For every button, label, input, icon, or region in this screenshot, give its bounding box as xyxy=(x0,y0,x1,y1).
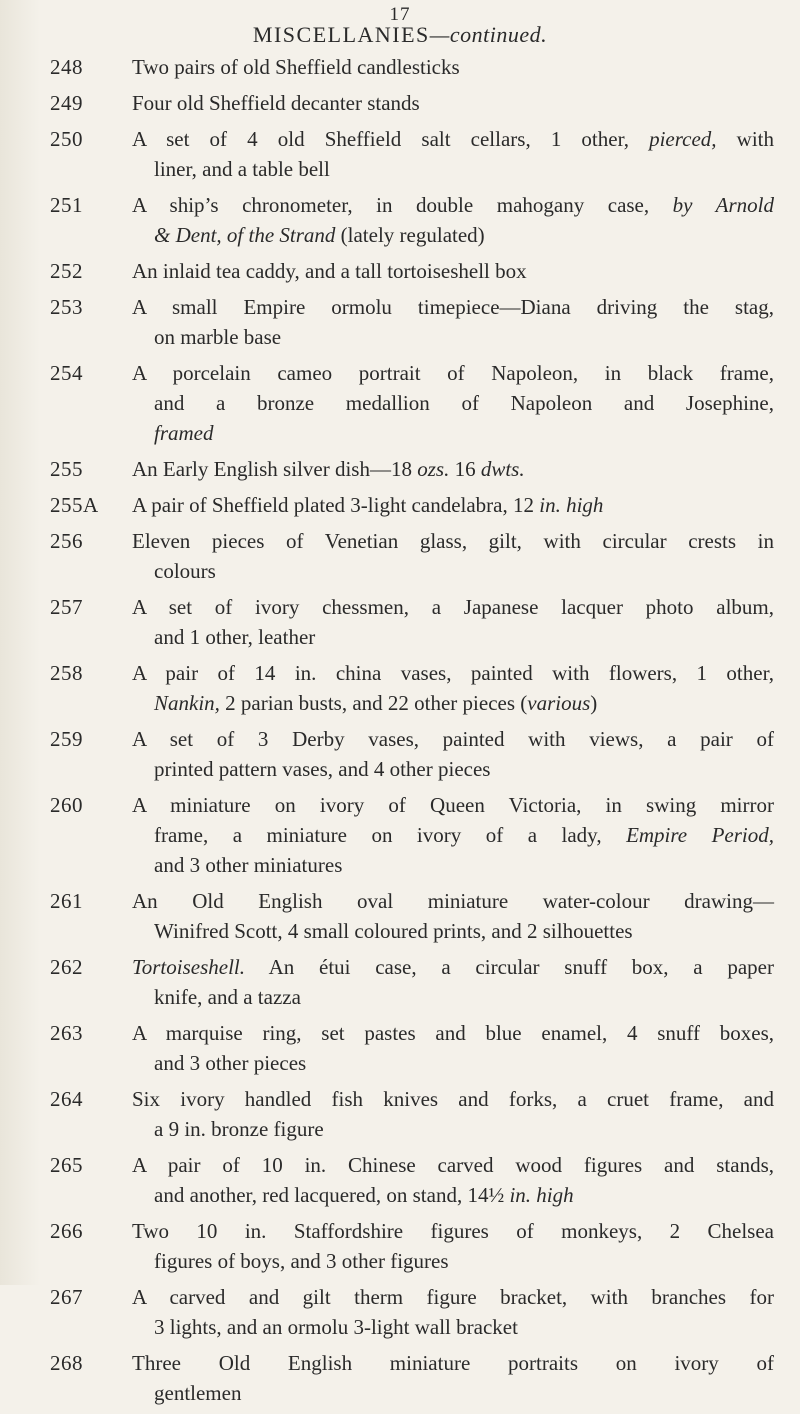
lot-number: 266 xyxy=(50,1219,83,1243)
section-title xyxy=(0,22,800,48)
lot-number: 268 xyxy=(50,1351,83,1375)
lot-description xyxy=(132,256,774,286)
text-run: A ship’s chronometer, in double mahogany case, xyxy=(132,193,673,217)
lot-description xyxy=(132,1216,774,1276)
lot-description-line xyxy=(132,982,774,1012)
lot-description-line xyxy=(132,358,774,388)
text-run: Two 10 in. Staffordshire figures of monkeys, 2 Chelsea xyxy=(132,1219,774,1243)
italic-run: in. high xyxy=(539,493,604,517)
lot-number: 256 xyxy=(50,529,83,553)
lot-entry xyxy=(0,1018,800,1078)
text-run: Six ivory handled fish knives and forks, a cruet frame, and xyxy=(132,1087,774,1111)
lot-description-line xyxy=(132,52,774,82)
lot-description-line xyxy=(132,1048,774,1078)
lot-description-line xyxy=(132,556,774,586)
lot-number: 249 xyxy=(50,91,83,115)
lot-number: 255 xyxy=(50,457,83,481)
text-run: Three Old English miniature portraits on ivory of xyxy=(132,1351,774,1375)
text-run: knife, and a tazza xyxy=(154,985,301,1009)
lot-description-line xyxy=(132,190,774,220)
text-run: 2 parian busts, and 22 other pieces ( xyxy=(219,691,528,715)
lot-description-line xyxy=(132,388,774,418)
lot-description-line xyxy=(132,1018,774,1048)
lot-description-line xyxy=(132,622,774,652)
lot-description xyxy=(132,358,774,448)
lot-number: 264 xyxy=(50,1087,83,1111)
lot-description xyxy=(132,88,774,118)
lot-description xyxy=(132,1084,774,1144)
italic-run: ozs. xyxy=(417,457,450,481)
lot-description xyxy=(132,190,774,250)
lot-number: 259 xyxy=(50,727,83,751)
lot-description-line xyxy=(132,850,774,880)
lot-description xyxy=(132,292,774,352)
text-run: An Early English silver dish—18 xyxy=(132,457,418,481)
lot-description-line xyxy=(132,820,774,850)
lot-description xyxy=(132,1282,774,1342)
lot-description-line xyxy=(132,418,774,448)
lot-description-line xyxy=(132,916,774,946)
lot-entry xyxy=(0,1348,800,1408)
lot-entry xyxy=(0,952,800,1012)
lot-entry xyxy=(0,790,800,880)
italic-run: in. high xyxy=(509,1183,574,1207)
lot-entry xyxy=(0,1150,800,1210)
lot-description-line xyxy=(132,1312,774,1342)
lot-description xyxy=(132,886,774,946)
italic-run: pierced, xyxy=(649,127,717,151)
lot-description xyxy=(132,124,774,184)
text-run: printed pattern vases, and 4 other pieces xyxy=(154,757,491,781)
text-run: Winifred Scott, 4 small coloured prints, and 2 silhouettes xyxy=(154,919,633,943)
lot-description xyxy=(132,724,774,784)
italic-run: & Dent, of the Strand xyxy=(154,223,336,247)
text-run: Eleven pieces of Venetian glass, gilt, with circular crests in xyxy=(132,529,774,553)
lot-description xyxy=(132,658,774,718)
lot-description-line xyxy=(132,154,774,184)
lot-description-line xyxy=(132,790,774,820)
text-run: ) xyxy=(590,691,598,715)
text-run: and 1 other, leather xyxy=(154,625,316,649)
lot-description-line xyxy=(132,1216,774,1246)
lot-description-line xyxy=(132,1084,774,1114)
text-run: An Old English oval miniature water-colour drawing— xyxy=(132,889,774,913)
lot-entry xyxy=(0,1216,800,1276)
lot-description-line xyxy=(132,886,774,916)
lot-description-line xyxy=(132,1378,774,1408)
italic-run: Tortoiseshell. xyxy=(132,955,245,979)
lot-number: 262 xyxy=(50,955,83,979)
text-run: A carved and gilt therm figure bracket, with branches for xyxy=(132,1285,774,1309)
italic-run: Empire Period, xyxy=(626,823,774,847)
lot-description-line xyxy=(132,454,774,484)
page-number: 17 xyxy=(389,4,411,25)
text-run: a 9 in. bronze figure xyxy=(154,1117,324,1141)
text-run: Four old Sheffield decanter stands xyxy=(132,91,420,115)
lot-description xyxy=(132,1018,774,1078)
text-run: with xyxy=(716,127,774,151)
lot-description-line xyxy=(132,1150,774,1180)
lot-description xyxy=(132,1150,774,1210)
text-run: 16 xyxy=(449,457,481,481)
section-title-text: MISCELLANIES xyxy=(252,22,430,47)
section-continued: —continued. xyxy=(429,22,548,47)
text-run: A set of 4 old Sheffield salt cellars, 1 other, xyxy=(132,127,650,151)
lot-entry xyxy=(0,52,800,82)
lot-list xyxy=(0,52,800,1414)
text-run: and another, red lacquered, on stand, 14½ xyxy=(154,1183,510,1207)
lot-description-line xyxy=(132,256,774,286)
lot-description xyxy=(132,790,774,880)
lot-description-line xyxy=(132,658,774,688)
text-run: on marble base xyxy=(154,325,282,349)
text-run: frame, a miniature on ivory of a lady, xyxy=(154,823,627,847)
lot-number: 257 xyxy=(50,595,83,619)
text-run: A pair of Sheffield plated 3-light candelabra, 12 xyxy=(132,493,540,517)
lot-number: 263 xyxy=(50,1021,83,1045)
italic-run: dwts. xyxy=(480,457,525,481)
lot-entry xyxy=(0,256,800,286)
lot-entry xyxy=(0,526,800,586)
lot-description-line xyxy=(132,322,774,352)
lot-description-line xyxy=(132,526,774,556)
text-run: A marquise ring, set pastes and blue enamel, 4 snuff boxes, xyxy=(132,1021,774,1045)
text-run: A pair of 10 in. Chinese carved wood figures and stands, xyxy=(132,1153,774,1177)
lot-number: 261 xyxy=(50,889,83,913)
lot-description xyxy=(132,952,774,1012)
lot-entry xyxy=(0,190,800,250)
text-run: 3 lights, and an ormolu 3-light wall bracket xyxy=(154,1315,518,1339)
lot-entry xyxy=(0,724,800,784)
lot-description-line xyxy=(132,490,774,520)
text-run: and 3 other miniatures xyxy=(154,853,343,877)
lot-description-line xyxy=(132,1246,774,1276)
italic-run: by Arnold xyxy=(672,193,774,217)
lot-number: 251 xyxy=(50,193,83,217)
lot-description-line xyxy=(132,592,774,622)
text-run: liner, and a table bell xyxy=(154,157,330,181)
lot-number: 254 xyxy=(50,361,83,385)
lot-description-line xyxy=(132,1114,774,1144)
lot-entry xyxy=(0,1282,800,1342)
lot-description-line xyxy=(132,124,774,154)
lot-description xyxy=(132,490,774,520)
lot-description-line xyxy=(132,1282,774,1312)
lot-description-line xyxy=(132,754,774,784)
lot-description-line xyxy=(132,88,774,118)
text-run: and 3 other pieces xyxy=(154,1051,307,1075)
lot-number: 252 xyxy=(50,259,83,283)
lot-entry xyxy=(0,658,800,718)
text-run: A pair of 14 in. china vases, painted with flowers, 1 other, xyxy=(132,661,774,685)
text-run: A set of ivory chessmen, a Japanese lacquer photo album, xyxy=(132,595,774,619)
lot-number: 265 xyxy=(50,1153,83,1177)
lot-number: 255A xyxy=(50,493,99,517)
lot-description-line xyxy=(132,952,774,982)
text-run: Two pairs of old Sheffield candlesticks xyxy=(132,55,460,79)
lot-entry xyxy=(0,124,800,184)
lot-number: 258 xyxy=(50,661,83,685)
text-run: gentlemen xyxy=(154,1381,242,1405)
text-run: colours xyxy=(154,559,216,583)
lot-entry xyxy=(0,1084,800,1144)
italic-run: various xyxy=(527,691,591,715)
lot-description-line xyxy=(132,688,774,718)
text-run: figures of boys, and 3 other figures xyxy=(154,1249,449,1273)
lot-entry xyxy=(0,886,800,946)
text-run: (lately regulated) xyxy=(335,223,485,247)
lot-description xyxy=(132,592,774,652)
text-run: A set of 3 Derby vases, painted with views, a pair of xyxy=(132,727,774,751)
lot-number: 250 xyxy=(50,127,83,151)
lot-description-line xyxy=(132,220,774,250)
lot-entry xyxy=(0,490,800,520)
lot-number: 267 xyxy=(50,1285,83,1309)
lot-number: 248 xyxy=(50,55,83,79)
text-run: An inlaid tea caddy, and a tall tortoiseshell box xyxy=(132,259,527,283)
lot-number: 260 xyxy=(50,793,83,817)
text-run: and a bronze medallion of Napoleon and Josephine, xyxy=(154,391,774,415)
lot-description-line xyxy=(132,292,774,322)
italic-run: Nankin, xyxy=(154,691,220,715)
text-run: A porcelain cameo portrait of Napoleon, in black frame, xyxy=(132,361,774,385)
lot-description xyxy=(132,526,774,586)
lot-description xyxy=(132,1348,774,1408)
text-run: A miniature on ivory of Queen Victoria, in swing mirror xyxy=(132,793,774,817)
lot-entry xyxy=(0,88,800,118)
lot-number: 253 xyxy=(50,295,83,319)
lot-description xyxy=(132,454,774,484)
italic-run: framed xyxy=(154,421,214,445)
lot-description-line xyxy=(132,1348,774,1378)
lot-entry xyxy=(0,292,800,352)
text-run: A small Empire ormolu timepiece—Diana driving the stag, xyxy=(132,295,774,319)
lot-entry xyxy=(0,592,800,652)
lot-entry xyxy=(0,358,800,448)
lot-description-line xyxy=(132,724,774,754)
text-run: An étui case, a circular snuff box, a paper xyxy=(245,955,774,979)
lot-entry xyxy=(0,454,800,484)
lot-description-line xyxy=(132,1180,774,1210)
lot-description xyxy=(132,52,774,82)
